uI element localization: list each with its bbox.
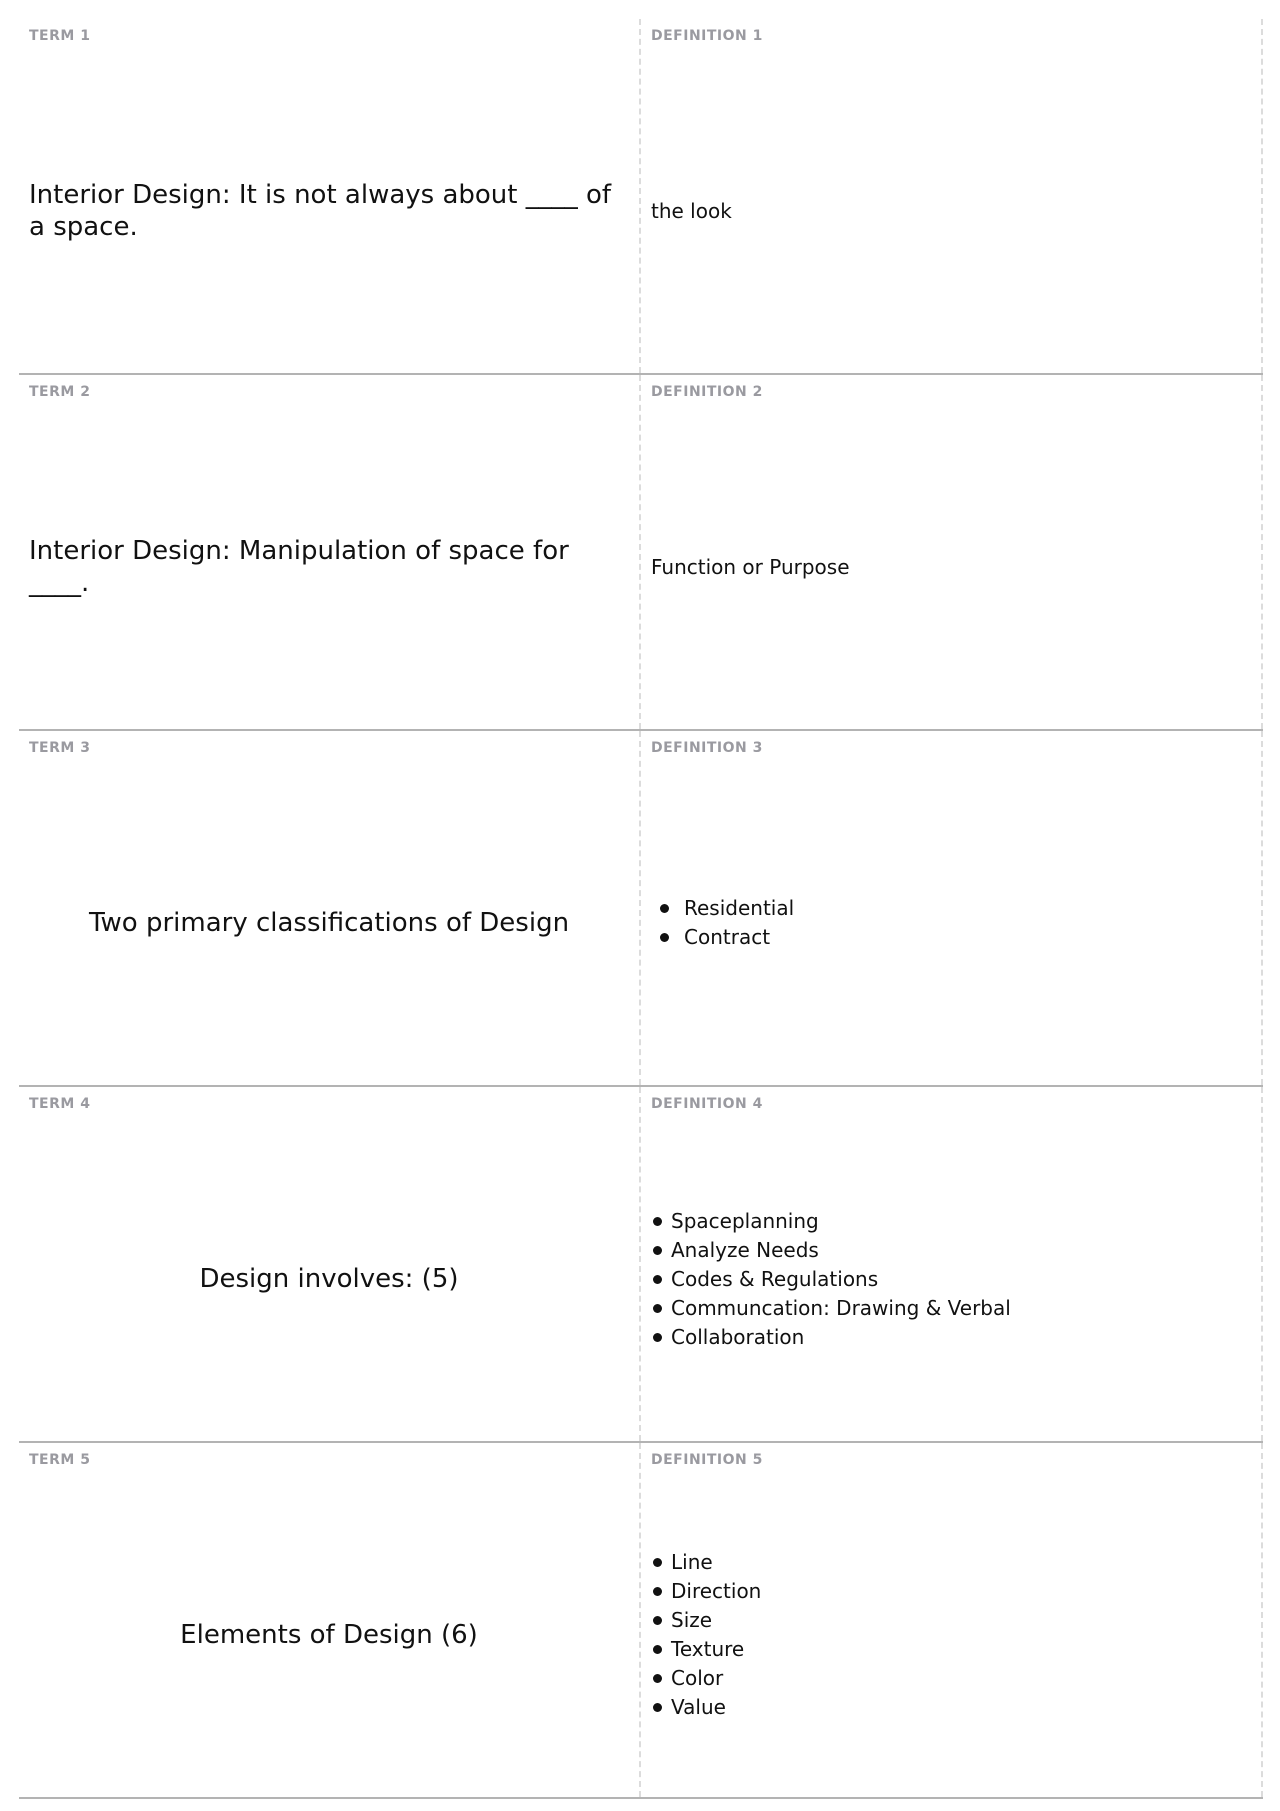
definition-list-item: Collaboration [651, 1323, 1011, 1352]
definition-list-item: Value [651, 1693, 761, 1722]
definition-label: DEFINITION 3 [651, 740, 763, 756]
flashcard-row [19, 375, 1263, 731]
definition-cell [641, 1087, 1263, 1441]
definition-list [651, 1207, 1011, 1352]
flashcard-row [19, 19, 1263, 375]
definition-list [651, 1548, 761, 1722]
term-label: TERM 3 [29, 740, 91, 756]
definition-list [651, 894, 794, 952]
definition-list-item: Residential [651, 894, 794, 923]
definition-cell [641, 1443, 1263, 1797]
definition-list-item: Color [651, 1664, 761, 1693]
definition-label: DEFINITION 1 [651, 28, 763, 44]
definition-list-item: Analyze Needs [651, 1236, 1011, 1265]
definition-list-item: Communcation: Drawing & Verbal [651, 1294, 1011, 1323]
term-label: TERM 1 [29, 28, 91, 44]
definition-list-item: Contract [651, 923, 794, 952]
term-cell [19, 731, 641, 1085]
flashcard-sheet [19, 19, 1263, 1799]
definition-cell [641, 375, 1263, 729]
term-text: Design involves: (5) [199, 1264, 459, 1294]
definition-list-item: Direction [651, 1577, 761, 1606]
definition-text: Function or Purpose [651, 554, 850, 579]
definition-label: DEFINITION 2 [651, 384, 763, 400]
flashcard-row [19, 1087, 1263, 1443]
definition-label: DEFINITION 5 [651, 1452, 763, 1468]
definition-text: the look [651, 198, 732, 223]
term-text: Elements of Design (6) [180, 1620, 478, 1650]
definition-list-item: Line [651, 1548, 761, 1577]
term-cell [19, 1443, 641, 1797]
flashcard-row [19, 731, 1263, 1087]
term-text: Interior Design: Manipulation of space for ____. [29, 536, 569, 598]
term-cell [19, 19, 641, 373]
term-text: Interior Design: It is not always about ____ of a space. [29, 180, 612, 242]
definition-list-item: Size [651, 1606, 761, 1635]
term-label: TERM 5 [29, 1452, 91, 1468]
definition-list-item: Spaceplanning [651, 1207, 1011, 1236]
definition-label: DEFINITION 4 [651, 1096, 763, 1112]
term-label: TERM 4 [29, 1096, 91, 1112]
flashcard-row [19, 1443, 1263, 1799]
definition-list-item: Texture [651, 1635, 761, 1664]
term-cell [19, 1087, 641, 1441]
definition-cell [641, 731, 1263, 1085]
definition-list-item: Codes & Regulations [651, 1265, 1011, 1294]
term-cell [19, 375, 641, 729]
term-label: TERM 2 [29, 384, 91, 400]
term-text: Two primary classifications of Design [88, 908, 570, 938]
definition-cell [641, 19, 1263, 373]
